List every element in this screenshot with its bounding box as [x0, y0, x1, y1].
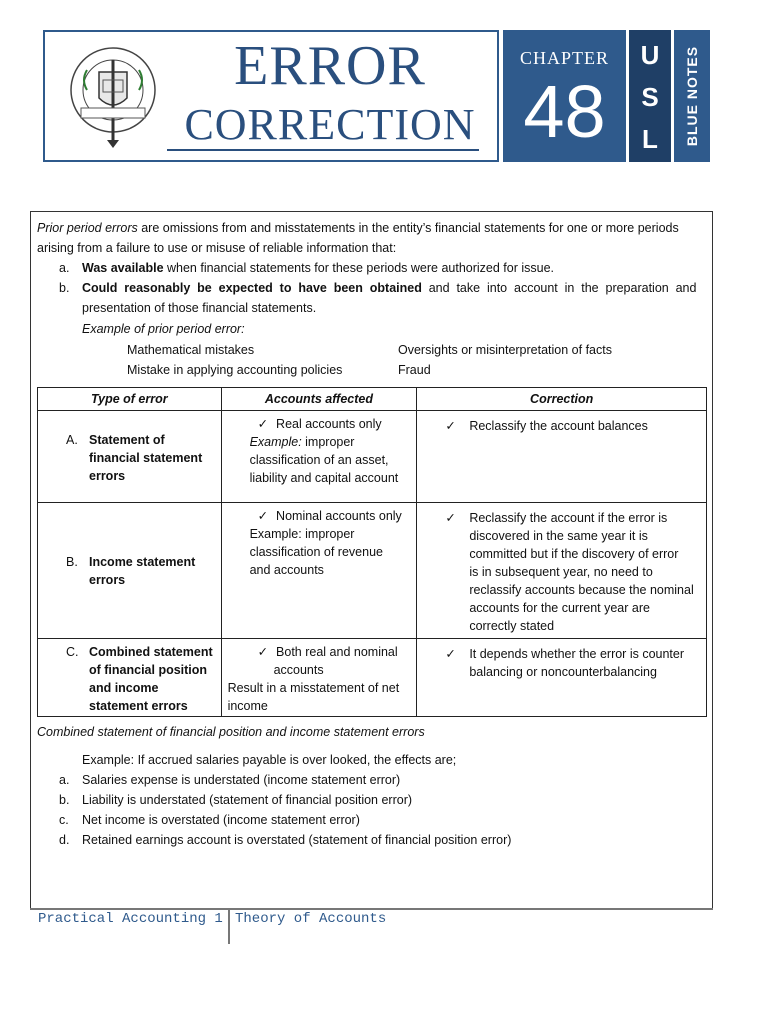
- correction-line: accounts for the current year are: [469, 601, 650, 615]
- account-line: Result in a misstatement of net: [227, 681, 400, 695]
- correction-cell: [417, 639, 707, 717]
- definition-line-2: arising from a failure to use or misuse of reliable information that:: [37, 241, 397, 255]
- error-types-table: [37, 387, 707, 717]
- accounts-affected-cell: [221, 411, 417, 503]
- account-line: classification of an asset,: [249, 453, 389, 467]
- error-type-line: Combined statement: [89, 645, 213, 659]
- table-row: [38, 639, 707, 717]
- correction-cell: [417, 411, 707, 503]
- checkmark-icon: ✓: [257, 645, 269, 659]
- error-type-line: Statement of: [89, 433, 165, 447]
- effect-item: Net income is overstated (income statement error): [82, 813, 360, 827]
- error-type-line: of financial position: [89, 663, 208, 677]
- footer-course: Practical Accounting 1: [38, 911, 223, 927]
- list-marker: a.: [59, 261, 70, 275]
- accounts-affected-cell: [221, 503, 417, 639]
- list-marker: d.: [59, 833, 70, 847]
- error-type-text: [89, 643, 213, 715]
- example-item: Mathematical mistakes: [127, 343, 255, 357]
- table-header-row: [38, 388, 707, 411]
- chapter-number: 48: [523, 70, 606, 153]
- checkmark-icon: ✓: [257, 509, 269, 523]
- title-underline: [167, 149, 479, 151]
- correction-line: reclassify accounts because the nominal: [469, 583, 694, 597]
- usl-letter-s: S: [641, 82, 659, 112]
- account-line: classification of revenue: [249, 545, 383, 559]
- chapter-badge: [503, 30, 626, 162]
- footer-divider: [30, 908, 713, 910]
- list-marker: a.: [59, 773, 70, 787]
- blue-notes-badge: [674, 30, 710, 162]
- example-label: Example:: [249, 435, 302, 449]
- correction-line: discovered in the same year it is: [469, 529, 648, 543]
- table-row: [38, 411, 707, 503]
- error-type-cell: [38, 411, 222, 503]
- usl-letter-l: L: [642, 124, 658, 154]
- list-item-b: [82, 278, 696, 298]
- account-text: improper: [301, 435, 355, 449]
- definition-text: are omissions from and misstatements in the entity’s financial statements for one or more periods: [137, 221, 679, 235]
- list-item-bold: Was available: [82, 261, 164, 275]
- usl-letter-u: U: [640, 40, 660, 70]
- correction-line: committed but if the discovery of error: [469, 547, 679, 561]
- account-line: liability and capital account: [249, 471, 399, 485]
- blue-notes-label: BLUE NOTES: [684, 45, 700, 147]
- checkmark-icon: ✓: [257, 417, 269, 431]
- example-item: Oversights or misinterpretation of facts: [398, 343, 612, 357]
- error-type-line: errors: [89, 469, 126, 483]
- error-type-line: and income: [89, 681, 159, 695]
- account-line: [250, 433, 411, 451]
- accounts-affected-cell: [221, 639, 417, 717]
- account-line: and accounts: [249, 563, 324, 577]
- effect-item: Salaries expense is understated (income statement error): [82, 773, 401, 787]
- check-item: [250, 507, 411, 525]
- correction-line: Reclassify the account balances: [469, 419, 648, 433]
- example-heading: Example of prior period error:: [82, 322, 245, 336]
- error-type-text: [89, 553, 195, 589]
- check-item-continued: accounts: [273, 663, 324, 677]
- error-type-cell: [38, 639, 222, 717]
- chapter-label: CHAPTER: [519, 48, 609, 68]
- list-item-text: when financial statements for these periods were authorized for issue.: [163, 261, 555, 275]
- check-item: [250, 415, 411, 433]
- combined-example: Example: If accrued salaries payable is over looked, the effects are;: [82, 753, 457, 767]
- title-line-1: ERROR: [234, 35, 426, 97]
- error-type-cell: [38, 503, 222, 639]
- checkmark-icon: ✓: [445, 419, 456, 433]
- correction-cell: [417, 503, 707, 639]
- footer-separator: [228, 910, 230, 944]
- error-type-line: errors: [89, 573, 126, 587]
- list-item-a: [82, 258, 554, 278]
- correction-line: is in subsequent year, no need to: [469, 565, 653, 579]
- check-text: Nominal accounts only: [276, 509, 402, 523]
- example-item: Mistake in applying accounting policies: [127, 363, 343, 377]
- column-header: Correction: [417, 388, 707, 411]
- title-line-2: CORRECTION: [184, 100, 476, 149]
- row-marker: B.: [66, 555, 78, 569]
- list-marker: b.: [59, 281, 70, 295]
- correction-line: balancing or noncounterbalancing: [469, 665, 657, 679]
- row-marker: C.: [66, 645, 79, 659]
- effect-item: Liability is understated (statement of financial position error): [82, 793, 413, 807]
- error-type-text: [89, 431, 202, 485]
- check-text: Real accounts only: [276, 417, 382, 431]
- effect-item: Retained earnings account is overstated (statement of financial position error): [82, 833, 512, 847]
- definition-line-1: [37, 218, 679, 238]
- account-line: income: [227, 699, 268, 713]
- error-type-line: financial statement: [89, 451, 203, 465]
- defined-term: Prior period errors: [37, 221, 138, 235]
- chapter-title-banner: [43, 30, 499, 162]
- list-marker: c.: [59, 813, 69, 827]
- list-item-bold: Could reasonably be expected to have been obtained: [82, 281, 422, 295]
- content-box: [30, 211, 713, 909]
- university-seal-icon: [67, 40, 159, 150]
- check-text: Both real and nominal: [276, 645, 398, 659]
- combined-heading: Combined statement of financial position and income statement errors: [37, 725, 425, 739]
- correction-line: It depends whether the error is counter: [469, 647, 685, 661]
- correction-line: Reclassify the account if the error is: [469, 511, 668, 525]
- list-item-text: and take into account in the preparation and: [421, 281, 697, 295]
- account-line: Example: improper: [249, 527, 355, 541]
- table-row: [38, 503, 707, 639]
- footer-subject: Theory of Accounts: [235, 911, 387, 927]
- checkmark-icon: ✓: [445, 511, 456, 525]
- list-item-b-line-2: presentation of those financial statements.: [82, 301, 317, 315]
- correction-line: correctly stated: [469, 619, 555, 633]
- error-type-line: Income statement: [89, 555, 196, 569]
- example-item: Fraud: [398, 363, 431, 377]
- list-marker: b.: [59, 793, 70, 807]
- column-header: Accounts affected: [221, 388, 417, 411]
- column-header: Type of error: [38, 388, 222, 411]
- error-type-line: statement errors: [89, 699, 188, 713]
- check-item: [250, 643, 411, 661]
- checkmark-icon: ✓: [445, 647, 456, 661]
- row-marker: A.: [66, 433, 78, 447]
- usl-badge: [629, 30, 671, 162]
